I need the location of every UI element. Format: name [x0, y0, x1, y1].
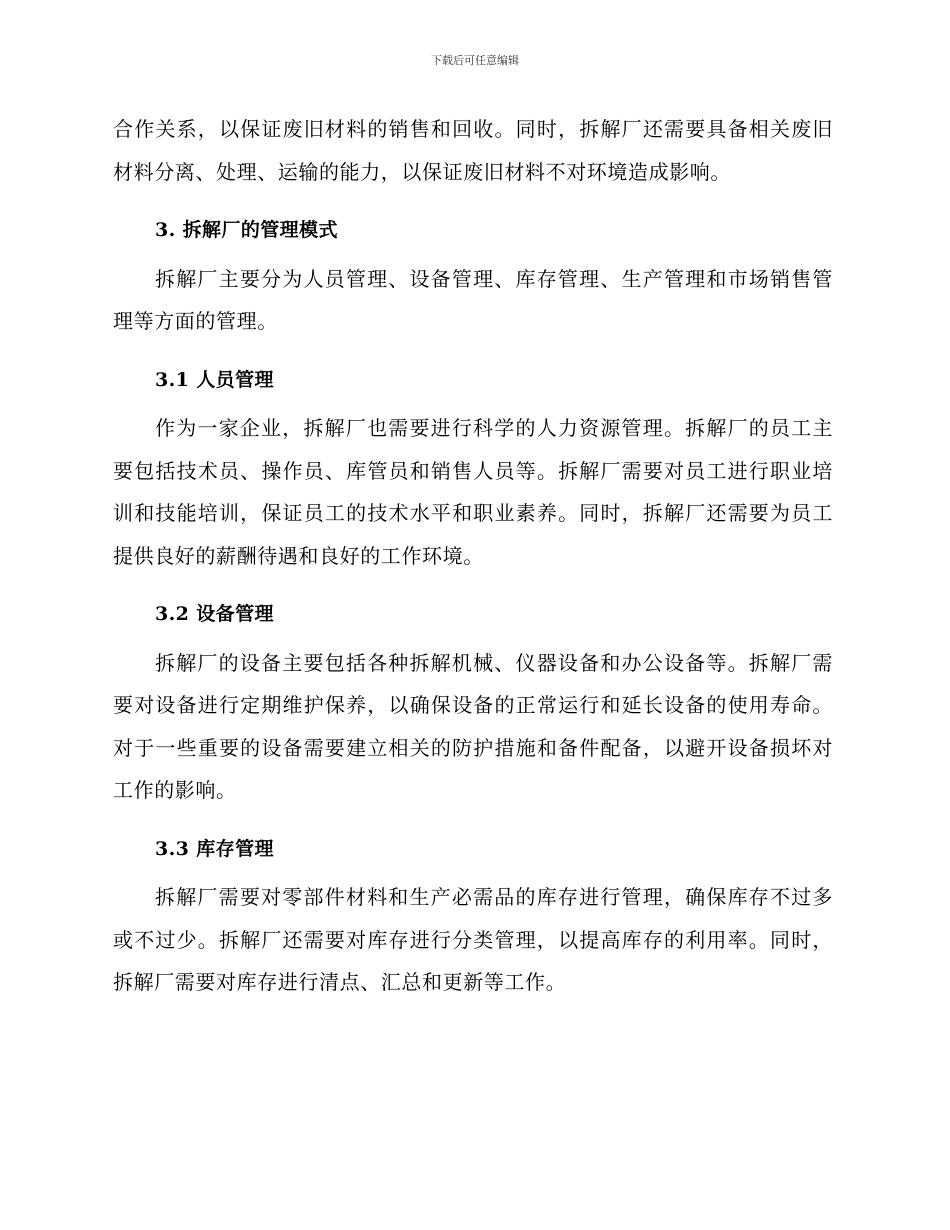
- spacer: [113, 577, 833, 587]
- paragraph-section-3-3: 拆解厂需要对零部件材料和生产必需品的库存进行管理，确保库存不过多或不过少。拆解厂还需要对库存进行分类管理，以提高库存的利用率。同时，拆解厂需要对库存进行清点、汇总和更新等工作。: [113, 885, 833, 994]
- document-body: [113, 108, 833, 1004]
- page-header: 下载后可任意编辑: [431, 54, 519, 67]
- section-heading-3-2: 3.2 设备管理: [155, 603, 274, 625]
- section-heading-3: 3. 拆解厂的管理模式: [155, 219, 338, 241]
- paragraph-section-3-1: 作为一家企业，拆解厂也需要进行科学的人力资源管理。拆解厂的员工主要包括技术员、操作员、库管员和销售人员等。拆解厂需要对员工进行职业培训和技能培训，保证员工的技术水平和职业素养。同时，拆解厂还需要为员工提供良好的薪酬待遇和良好的工作环境。: [113, 416, 833, 568]
- paragraph-continued: 合作关系，以保证废旧材料的销售和回收。同时，拆解厂还需要具备相关废旧材料分离、处理、运输的能力，以保证废旧材料不对环境造成影响。: [113, 117, 833, 184]
- paragraph-section-3-2: 拆解厂的设备主要包括各种拆解机械、仪器设备和办公设备等。拆解厂需要对设备进行定期维护保养，以确保设备的正常运行和延长设备的使用寿命。对于一些重要的设备需要建立相关的防护措施和备件配备，以避开设备损坏对工作的影响。: [113, 650, 833, 802]
- spacer: [113, 812, 833, 822]
- spacer: [113, 343, 833, 353]
- section-heading-3-1: 3.1 人员管理: [155, 368, 274, 391]
- section-heading-3-3: 3.3 库存管理: [155, 837, 274, 860]
- paragraph-section-3: 拆解厂主要分为人员管理、设备管理、库存管理、生产管理和市场销售管理等方面的管理。: [113, 266, 833, 333]
- spacer: [113, 193, 833, 203]
